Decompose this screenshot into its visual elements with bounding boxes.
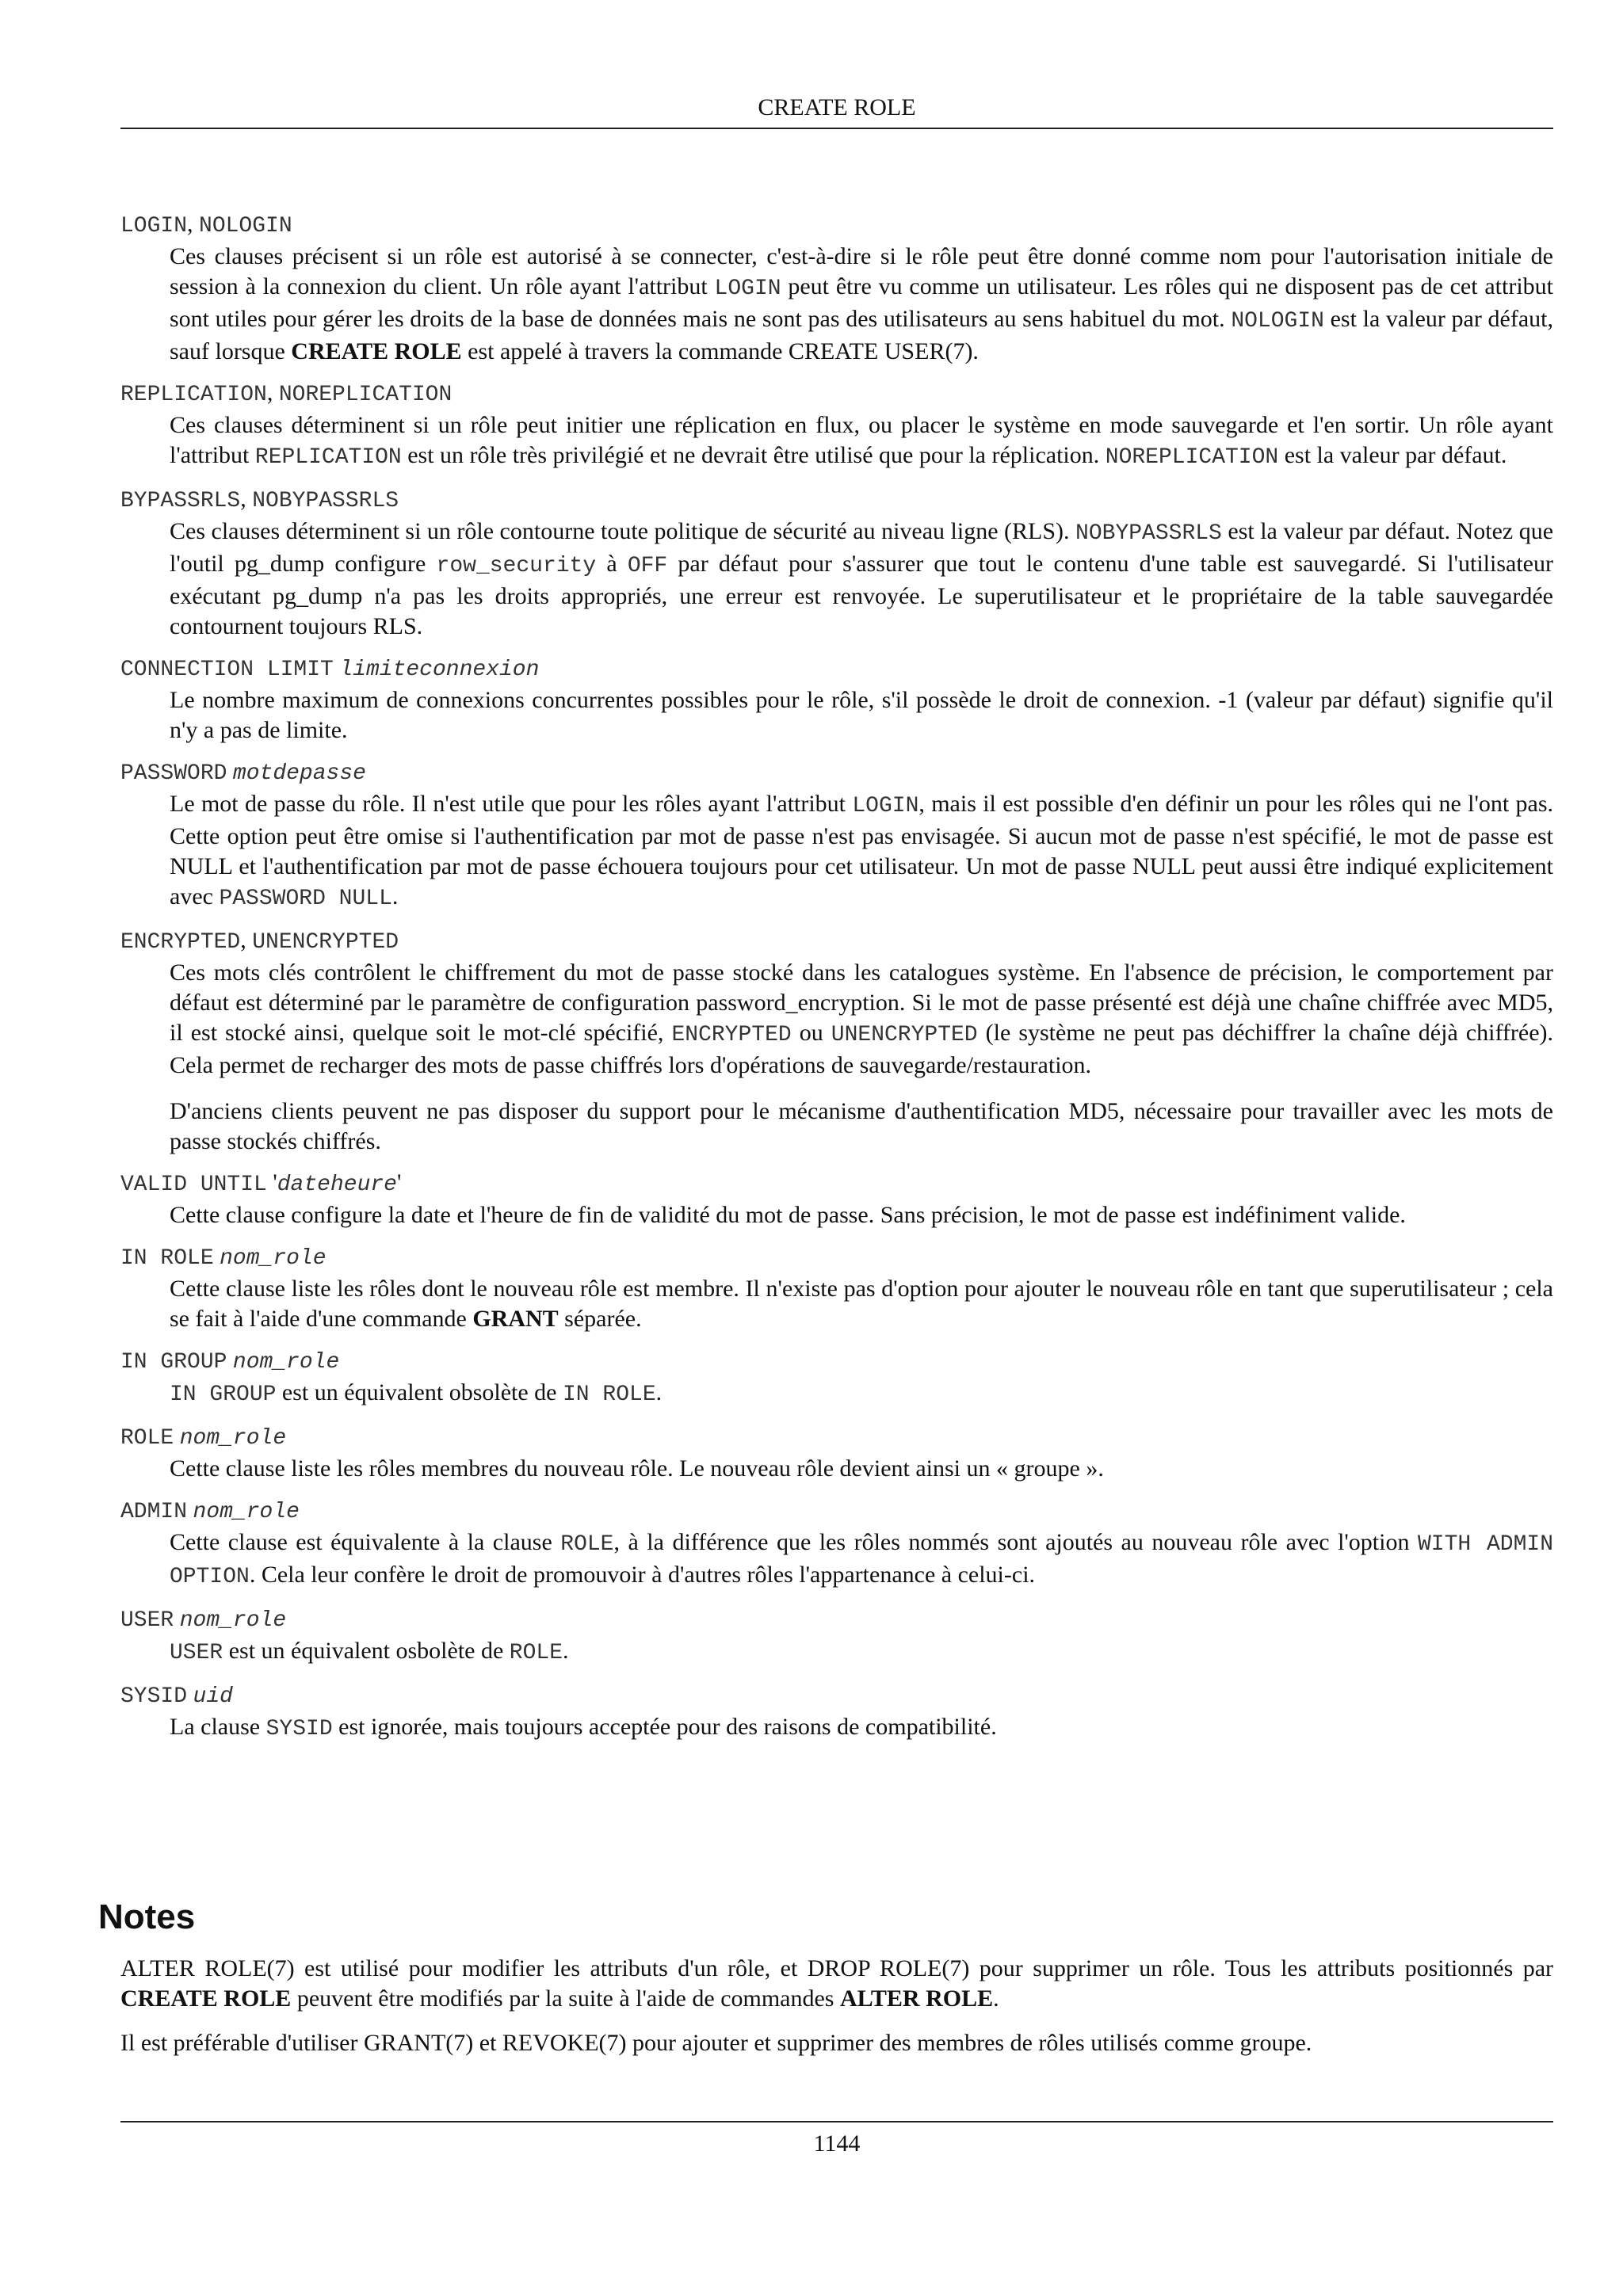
option-in-role bbox=[120, 1241, 1553, 1334]
option-description: Ces clauses déterminent si un rôle peut initier une réplication en flux, ou placer le système en mode sauvegarde et l'en sortir. Un rôle ayant l'attribut REPLICATION est un rôle très privilégié et ne devrait être utilisé que pour la réplication. NOREPLICATION est la valeur par défaut. bbox=[170, 412, 1553, 470]
option-description: Le nombre maximum de connexions concurrentes possibles pour le rôle, s'il possède le droit de connexion. -1 (valeur par défaut) signifie qu'il n'y a pas de limite. bbox=[170, 687, 1553, 743]
option-term: ENCRYPTED, UNENCRYPTED bbox=[120, 927, 399, 955]
notes-section bbox=[120, 1954, 1553, 2073]
option-description: Ces clauses déterminent si un rôle contourne toute politique de sécurité au niveau ligne (RLS). NOBYPASSRLS est la valeur par défaut. Notez que l'outil pg_dump configure row_security à OFF par défaut pour s'assurer que tout le contenu d'une table est sauvegardé. Si l'utilisateur exécutant pg_dump n'a pas les droits appropriés, une erreur est renvoyée. Le superutilisateur et le propriétaire de la table sauvegardée contournent toujours RLS. bbox=[170, 518, 1554, 639]
header-rule bbox=[120, 128, 1553, 129]
option-sysid bbox=[120, 1680, 1553, 1745]
option-description: USER est un équivalent osbolète de ROLE. bbox=[170, 1638, 569, 1665]
option-term: IN ROLE nom_role bbox=[120, 1246, 327, 1271]
option-role bbox=[120, 1421, 1553, 1484]
option-password bbox=[120, 757, 1553, 914]
option-term: VALID UNTIL 'dateheure' bbox=[120, 1169, 402, 1197]
option-term: SYSID uid bbox=[120, 1684, 233, 1709]
option-description: La clause SYSID est ignorée, mais toujours acceptée pour des raisons de compatibilité. bbox=[170, 1714, 997, 1741]
option-valid-until bbox=[120, 1168, 1553, 1230]
option-replication bbox=[120, 378, 1553, 473]
option-description: Cette clause est équivalente à la clause ROLE, à la différence que les rôles nommés sont ajoutés au nouveau rôle avec l'option WITH ADMIN OPTION. Cela leur confère le droit de promouvoir à d'autres rôles l'appartenance à celui-ci. bbox=[170, 1529, 1554, 1589]
option-description: Ces mots clés contrôlent le chiffrement du mot de passe stocké dans les catalogues système. En l'absence de précision, le comportement par défaut est déterminé par le paramètre de configuration password_encryption. Si le mot de passe présenté est déjà une chaîne chiffrée avec MD5, il est stocké ainsi, quelque soit le mot-clé spécifié, ENCRYPTED ou UNENCRYPTED (le système ne peut pas déchiffrer la chaîne déjà chiffrée). Cela permet de recharger des mots de passe chiffrés lors d'opérations de sauvegarde/restauration. bbox=[170, 959, 1554, 1078]
option-term: CONNECTION LIMIT limiteconnexion bbox=[120, 658, 540, 682]
page-number: 1144 bbox=[813, 2130, 861, 2157]
option-term: LOGIN, NOLOGIN bbox=[120, 211, 292, 238]
notes-paragraph: ALTER ROLE(7) est utilisé pour modifier les attributs d'un rôle, et DROP ROLE(7) pour supprimer un rôle. Tous les attributs positionnés par CREATE ROLE peuvent être modifiés par la suite à l'aide de commandes ALTER ROLE. bbox=[120, 1955, 1553, 2012]
option-term: BYPASSRLS, NOBYPASSRLS bbox=[120, 486, 399, 513]
option-term: PASSWORD motdepasse bbox=[120, 761, 366, 786]
option-description: Ces clauses précisent si un rôle est autorisé à se connecter, c'est-à-dire si le rôle peut être donné comme nom pour l'autorisation initiale de session à la connexion du client. Un rôle ayant l'attribut LOGIN peut être vu comme un utilisateur. Les rôles qui ne disposent pas de cet attribut sont utiles pour gérer les droits de la base de données mais ne sont pas des utilisateurs au sens habituel du mot. NOLOGIN est la valeur par défaut, sauf lorsque CREATE ROLE est appelé à travers la commande CREATE USER(7). bbox=[170, 243, 1553, 364]
option-term: IN GROUP nom_role bbox=[120, 1350, 340, 1375]
options-list bbox=[120, 209, 1553, 1756]
option-description: Le mot de passe du rôle. Il n'est utile que pour les rôles ayant l'attribut LOGIN, mais il est possible d'en définir un pour les rôles qui ne l'ont pas. Cette option peut être omise si l'authentification par mot de passe n'est pas envisagée. Si aucun mot de passe n'est spécifié, le mot de passe est NULL et l'authentification par mot de passe échouera toujours pour cet utilisateur. Un mot de passe NULL peut aussi être indiqué explicitement avec PASSWORD NULL. bbox=[170, 791, 1553, 911]
option-description: Cette clause liste les rôles dont le nouveau rôle est membre. Il n'existe pas d'option pour ajouter le nouveau rôle en tant que superutilisateur ; cela se fait à l'aide d'une commande GRANT séparée. bbox=[170, 1276, 1553, 1332]
option-term: ROLE nom_role bbox=[120, 1426, 287, 1451]
option-connection-limit bbox=[120, 653, 1553, 746]
option-user bbox=[120, 1604, 1553, 1669]
footer-rule bbox=[120, 2121, 1553, 2122]
option-login bbox=[120, 209, 1553, 367]
option-admin bbox=[120, 1495, 1553, 1592]
option-description: Cette clause configure la date et l'heure de fin de validité du mot de passe. Sans précision, le mot de passe est indéfiniment valide. bbox=[170, 1202, 1406, 1228]
option-bypassrls bbox=[120, 484, 1553, 642]
option-term: USER nom_role bbox=[120, 1608, 287, 1633]
notes-heading: Notes bbox=[98, 1897, 196, 1936]
option-description: Cette clause liste les rôles membres du nouveau rôle. Le nouveau rôle devient ainsi un « groupe ». bbox=[170, 1455, 1104, 1482]
option-in-group bbox=[120, 1345, 1553, 1410]
option-description: IN GROUP est un équivalent obsolète de IN ROLE. bbox=[170, 1379, 663, 1407]
notes-paragraph: Il est préférable d'utiliser GRANT(7) et REVOKE(7) pour ajouter et supprimer des membres de rôles utilisés comme groupe. bbox=[120, 2030, 1312, 2056]
running-header: CREATE ROLE bbox=[758, 94, 916, 120]
option-term: ADMIN nom_role bbox=[120, 1500, 300, 1524]
option-encrypted bbox=[120, 925, 1553, 1157]
option-term: REPLICATION, NOREPLICATION bbox=[120, 379, 453, 407]
option-description-note: D'anciens clients peuvent ne pas disposer du support pour le mécanisme d'authentification MD5, nécessaire pour travailler avec les mots de passe stockés chiffrés. bbox=[170, 1098, 1553, 1154]
